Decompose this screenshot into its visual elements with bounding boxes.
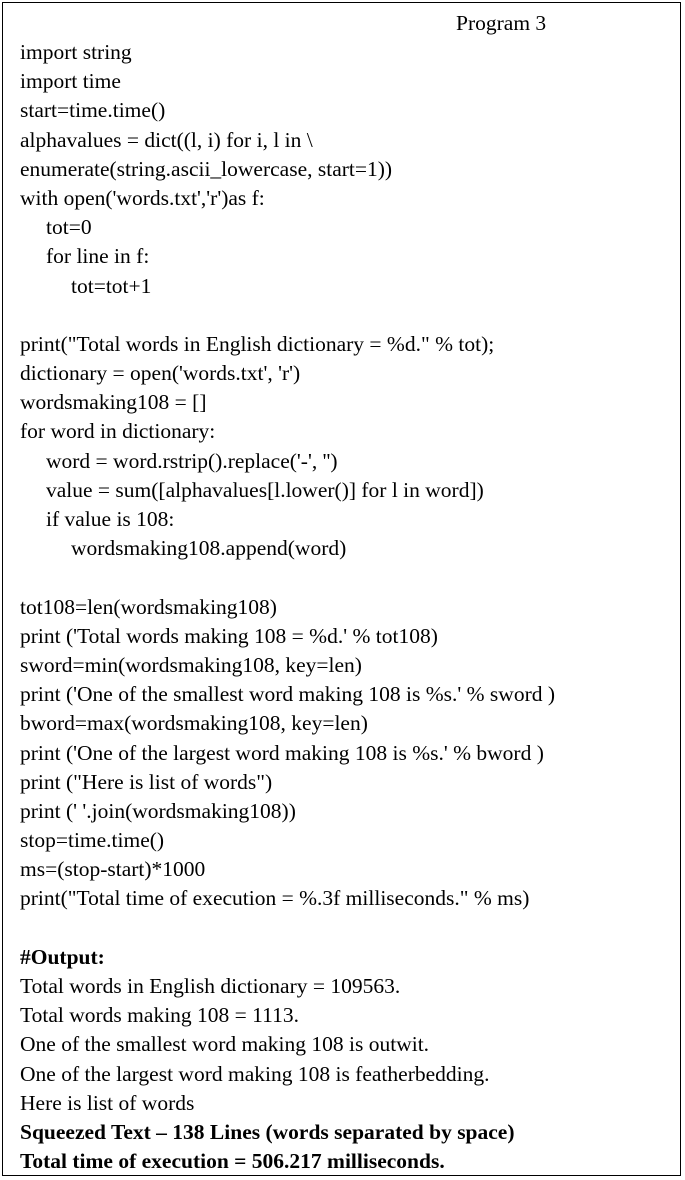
code-line: print (' '.join(wordsmaking108)) <box>20 798 296 823</box>
program-title: Program 3 <box>456 11 547 35</box>
code-line: enumerate(string.ascii_lowercase, start=1)) <box>20 156 393 181</box>
code-line: dictionary = open('words.txt', 'r') <box>20 361 301 386</box>
code-line: for line in f: <box>46 244 150 269</box>
code-line: start=time.time() <box>20 98 166 123</box>
code-line: tot=0 <box>46 215 92 240</box>
code-line: print ('Total words making 108 = %d.' % tot108) <box>20 623 438 648</box>
code-line: print ('One of the smallest word making 108 is %s.' % sword ) <box>20 682 556 707</box>
code-line: print ("Here is list of words") <box>20 769 273 794</box>
code-line: ms=(stop-start)*1000 <box>20 857 206 882</box>
code-line: if value is 108: <box>46 507 175 531</box>
output-block <box>20 943 680 1177</box>
code-line: print("Total words in English dictionary = %d." % tot); <box>20 331 495 356</box>
output-line: One of the largest word making 108 is featherbedding. <box>20 1061 490 1086</box>
blank-line <box>20 563 680 592</box>
code-block <box>20 38 680 914</box>
code-line: tot=tot+1 <box>71 273 152 298</box>
code-line: sword=min(wordsmaking108, key=len) <box>20 652 362 677</box>
output-line: One of the smallest word making 108 is outwit. <box>20 1032 430 1057</box>
output-line: Total words making 108 = 1113. <box>20 1003 299 1028</box>
code-line: print ('One of the largest word making 108 is %s.' % bword ) <box>20 740 544 765</box>
program-box <box>2 2 681 1176</box>
code-line: tot108=len(wordsmaking108) <box>20 594 277 619</box>
code-line: alphavalues = dict((l, i) for i, l in \ <box>20 127 313 152</box>
code-line: value = sum([alphavalues[l.lower()] for l in word]) <box>46 477 484 502</box>
output-heading: #Output: <box>20 944 105 969</box>
output-line-execution-time: Total time of execution = 506.217 milliseconds. <box>20 1149 445 1174</box>
code-line: word = word.rstrip().replace('-', '') <box>46 448 338 473</box>
code-line: bword=max(wordsmaking108, key=len) <box>20 711 368 736</box>
code-line: print("Total time of execution = %.3f milliseconds." % ms) <box>20 886 530 911</box>
code-line: import string <box>20 40 132 64</box>
output-line: Total words in English dictionary = 109563. <box>20 974 401 998</box>
code-line: wordsmaking108.append(word) <box>71 536 347 561</box>
output-line: Here is list of words <box>20 1090 195 1115</box>
blank-line <box>20 301 680 330</box>
program-content <box>20 38 680 1176</box>
section-spacer <box>20 914 680 943</box>
code-line: with open('words.txt','r')as f: <box>20 185 265 210</box>
code-line: wordsmaking108 = [] <box>20 390 207 415</box>
code-line: for word in dictionary: <box>20 419 216 444</box>
code-line: stop=time.time() <box>20 828 165 853</box>
output-line-squeezed-text: Squeezed Text – 138 Lines (words separated by space) <box>20 1119 515 1144</box>
code-line: import time <box>20 69 121 94</box>
